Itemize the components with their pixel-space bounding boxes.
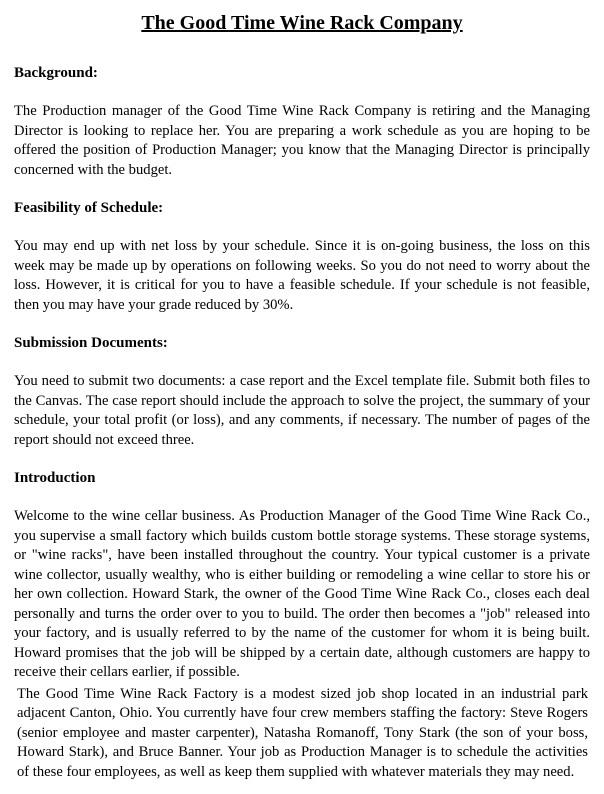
section-heading: Background: (14, 65, 98, 81)
paragraph: You need to submit two documents: a case report and the Excel template file. Submit both files to the Canvas. The case report should include the approach to solve the project, the summary of your schedule, your total profit (or loss), and any comments, if necessary. The number of pages of the report should not exceed three. (14, 373, 590, 448)
spacer (14, 488, 590, 507)
paragraph: The Good Time Wine Rack Factory is a modest sized job shop located in an industrial park adjacent Canton, Ohio. You currently have four crew members staffing the factory: Steve Rogers (senior employee and master carpenter), Natasha Romanoff, Tony Stark (the son of your boss, Howard Stark), and Bruce Banner. Your job as Production Manager is to schedule the activities of these four employees, as well as keep them supplied with whatever materials they may need. (17, 685, 588, 780)
section-introduction (14, 469, 590, 782)
section-heading: Introduction (14, 470, 96, 486)
section-heading: Submission Documents: (14, 335, 168, 351)
paragraph: You may end up with net loss by your schedule. Since it is on-going business, the loss on this week may be made up by operations on following weeks. So you do not need to worry about the loss. However, it is critical for you to have a feasible schedule. If your schedule is not feasible, then you may have your grade reduced by 30%. (14, 238, 590, 313)
section-spacer (14, 450, 590, 469)
paragraph: The Production manager of the Good Time Wine Rack Company is retiring and the Managing Director is looking to replace her. You are preparing a work schedule as you are hoping to be offered the position of Production Manager; you know that the Managing Director is principally concerned with the budget. (14, 103, 590, 178)
paragraph: Welcome to the wine cellar business. As Production Manager of the Good Time Wine Rack Co., you supervise a small factory which builds custom bottle storage systems. These storage systems, or "wine racks", have been installed throughout the country. Your typical customer is a private wine collector, usually wealthy, who is either building or remodeling a wine cellar to store his or her own collection. Howard Stark, the owner of the Good Time Wine Rack Co., closes each deal personally and turns the order over to you to build. The order then becomes a "job" released into your factory, and is usually referred to by the name of the customer for whom it is being built. Howard promises that the job will be shipped by a certain date, although customers are happy to receive their cellars earlier, if possible. (14, 508, 590, 680)
spacer (14, 83, 590, 102)
spacer (14, 353, 590, 372)
section-submission (14, 334, 590, 450)
section-spacer (14, 315, 590, 334)
section-heading: Feasibility of Schedule: (14, 200, 164, 216)
spacer (14, 218, 590, 237)
section-spacer (14, 180, 590, 199)
document-title: The Good Time Wine Rack Company (141, 12, 463, 34)
section-background (14, 64, 590, 180)
section-feasibility (14, 199, 590, 315)
